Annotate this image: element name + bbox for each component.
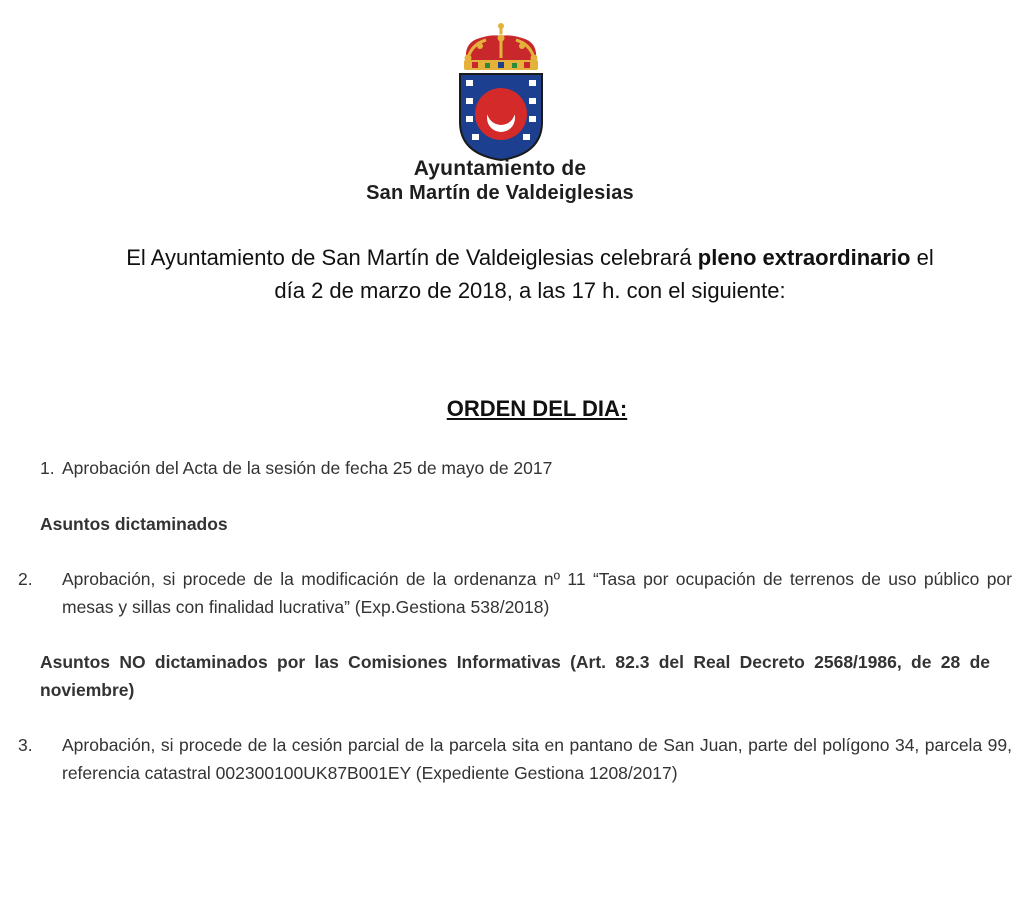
agenda-item-3 — [18, 731, 1012, 787]
municipality-logo-text — [300, 156, 700, 206]
intro-text-1: El Ayuntamiento de San Martín de Valdeiglesias celebrará — [126, 245, 698, 270]
agenda-item-2 — [18, 565, 1012, 621]
crown — [464, 23, 538, 70]
agenda-heading: ORDEN DEL DIA: — [446, 396, 628, 421]
logo-line-1: Ayuntamiento de — [413, 157, 587, 180]
intro-paragraph — [120, 241, 940, 307]
item-text: Aprobación, si procede de la cesión parcial de la parcela sita en pantano de San Juan, parte del polígono 34, parcela 99, referencia catastral 002300100UK87B001EY (Expediente Gestiona 1208/2017) — [62, 735, 1012, 783]
item-number: 3. — [18, 735, 33, 755]
section-no-dictaminados: Asuntos NO dictaminados por las Comisiones Informativas (Art. 82.3 del Real Decreto 2568/1986, de 28 de noviembre) — [40, 652, 990, 700]
item-text: Aprobación del Acta de la sesión de fecha 25 de mayo de 2017 — [62, 458, 553, 478]
item-number: 1. — [40, 458, 55, 478]
item-text: Aprobación, si procede de la modificación de la ordenanza nº 11 “Tasa por ocupación de terrenos de uso público por mesas y sillas con finalidad lucrativa” (Exp.Gestiona 538/2018) — [62, 569, 1012, 617]
logo-line-2: San Martín de Valdeiglesias — [366, 182, 634, 204]
coat-of-arms-icon — [458, 22, 544, 162]
section-dictaminados: Asuntos dictaminados — [40, 514, 228, 534]
intro-bold: pleno extraordinario — [697, 245, 911, 270]
shield — [460, 74, 542, 160]
item-number: 2. — [18, 569, 33, 589]
agenda-item-1 — [40, 454, 990, 482]
intro-text-2: el día 2 de marzo de 2018, a las 17 h. con el siguiente: — [274, 245, 934, 303]
